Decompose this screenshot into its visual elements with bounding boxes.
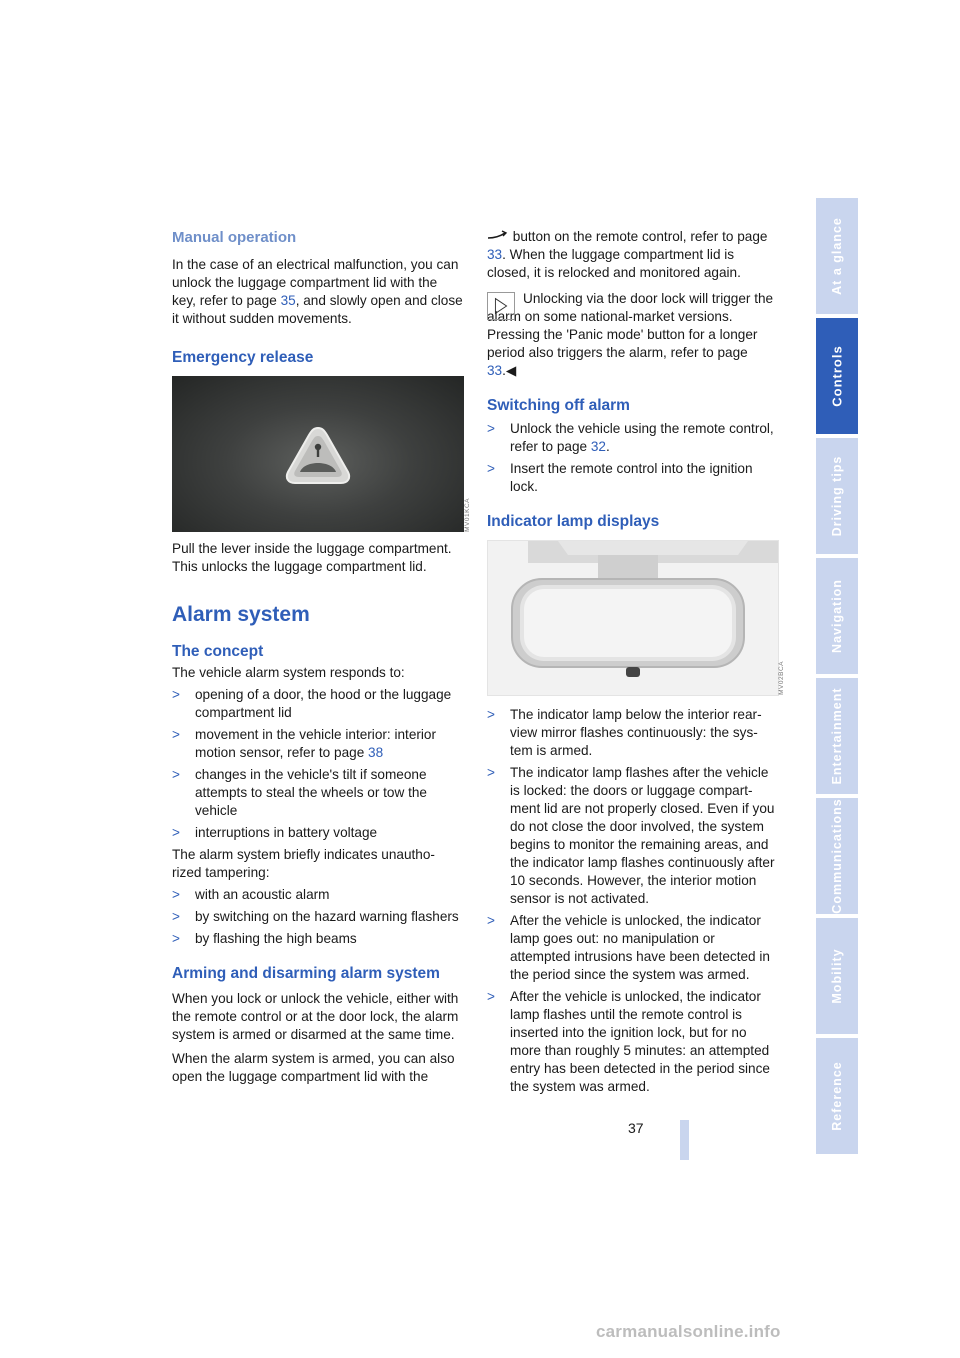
tab-controls[interactable]: Controls <box>816 318 858 436</box>
switching-off-list <box>487 420 779 496</box>
emergency-release-text: Pull the lever inside the luggage compartment. This unlocks the luggage compartment lid. <box>172 541 452 574</box>
tab-driving-tips[interactable]: Driving tips <box>816 438 858 556</box>
alarm-system-title: Alarm system <box>172 603 310 626</box>
list-item: > After the vehicle is unlocked, the indicator lamp flashes until the remote control is inserted into the ignition lock, but for no more than roughly 5 minutes: an attempted entry has been detected in the period since the system was armed. <box>487 989 770 1094</box>
note-text: Unlocking via the door lock will trigger the alarm on some national-market versions. Pressing the 'Panic mode' button for a longer period also triggers the alarm, refer to page 33.◀ <box>487 291 774 378</box>
page-link-33[interactable]: 33 <box>487 247 503 262</box>
arming-text-1: When you lock or unlock the vehicle, either with the remote control or at the door lock, the alarm system is armed or disarmed at the same time. <box>172 991 459 1042</box>
page-number: 37 <box>628 1120 644 1136</box>
luggage-release-lever-icon <box>172 376 464 532</box>
list-item: > Unlock the vehicle using the remote control, refer to page 32. <box>487 421 774 454</box>
tab-at-a-glance[interactable]: At a glance <box>816 198 858 316</box>
figure-code: MV01KCA <box>464 498 471 532</box>
list-item: > with an acoustic alarm <box>172 887 330 902</box>
arming-text-2: When the alarm system is armed, you can also open the luggage compartment lid with the <box>172 1051 455 1084</box>
tab-navigation[interactable]: Navigation <box>816 558 858 676</box>
concept-intro: The vehicle alarm system responds to: <box>172 665 405 680</box>
section-tabs <box>816 198 858 1160</box>
arming-heading: Arming and disarming alarm system <box>172 965 440 982</box>
switching-off-heading: Switching off alarm <box>487 397 630 414</box>
tamper-list <box>172 886 464 948</box>
list-item: > by switching on the hazard warning flashers <box>172 909 459 924</box>
concept-heading: The concept <box>172 643 264 660</box>
list-item: > Insert the remote control into the ignition lock. <box>487 461 753 494</box>
tab-communications[interactable]: Communications <box>816 798 858 916</box>
rearview-mirror-image <box>487 540 785 696</box>
list-item: > After the vehicle is unlocked, the indicator lamp goes out: no manipulation or attempted intrusions have been detected in the period since the system was armed. <box>487 913 770 982</box>
list-item: > opening of a door, the hood or the luggage compartment lid <box>172 687 452 720</box>
list-item: > movement in the vehicle interior: interior motion sensor, refer to page 38 <box>172 727 437 760</box>
watermark: carmanualsonline.info <box>596 1322 781 1341</box>
indicator-heading: Indicator lamp displays <box>487 513 660 530</box>
tab-mobility[interactable]: Mobility <box>816 918 858 1036</box>
manual-operation-heading: Manual operation <box>172 229 297 246</box>
page-number-bar <box>680 1120 689 1160</box>
list-item: > interruptions in battery voltage <box>172 825 378 840</box>
rearview-mirror-icon <box>488 541 778 695</box>
concept-list <box>172 686 464 842</box>
note-box <box>487 290 779 380</box>
tab-reference[interactable]: Reference <box>816 1038 858 1156</box>
left-column <box>172 228 471 1086</box>
right-column <box>487 228 785 1096</box>
emergency-release-image <box>172 376 471 532</box>
list-item: > The indicator lamp flashes after the vehicle is locked: the doors or luggage compart-ment lid are not properly closed. Even if you do not close the door involved, the system begins to monitor the remaining areas, and the indicator lamp flashes continuously after 10 seconds. However, the interior motion sensor is not activated. <box>487 765 775 906</box>
list-item: > by flashing the high beams <box>172 931 357 946</box>
tamper-intro: The alarm system briefly indicates unautho-rized tampering: <box>172 847 435 880</box>
luggage-compartment-button-icon <box>487 230 509 242</box>
list-item: > The indicator lamp below the interior rear-view mirror flashes continuously: the sys-tem is armed. <box>487 707 762 758</box>
list-item: > changes in the vehicle's tilt if someone attempts to steal the wheels or tow the vehicle <box>172 767 427 818</box>
page-link-38[interactable]: 38 <box>368 745 384 760</box>
note-triangle-icon <box>487 292 515 320</box>
page-link-35[interactable]: 35 <box>280 293 296 308</box>
page-link-32[interactable]: 32 <box>590 439 606 454</box>
luggage-button-text: button on the remote control, refer to page 33. When the luggage compartment lid is closed, it is relocked and monitored again. <box>487 229 768 280</box>
page-link-33b[interactable]: 33 <box>487 363 503 378</box>
tab-entertainment[interactable]: Entertainment <box>816 678 858 796</box>
figure-code: MV02BCA <box>778 661 785 695</box>
manual-operation-text: In the case of an electrical malfunction, you can unlock the luggage compartment lid with the key, refer to page 35, and slowly open and close it without sudden movements. <box>172 257 463 326</box>
indicator-list <box>487 706 779 1096</box>
emergency-release-heading: Emergency release <box>172 349 314 366</box>
